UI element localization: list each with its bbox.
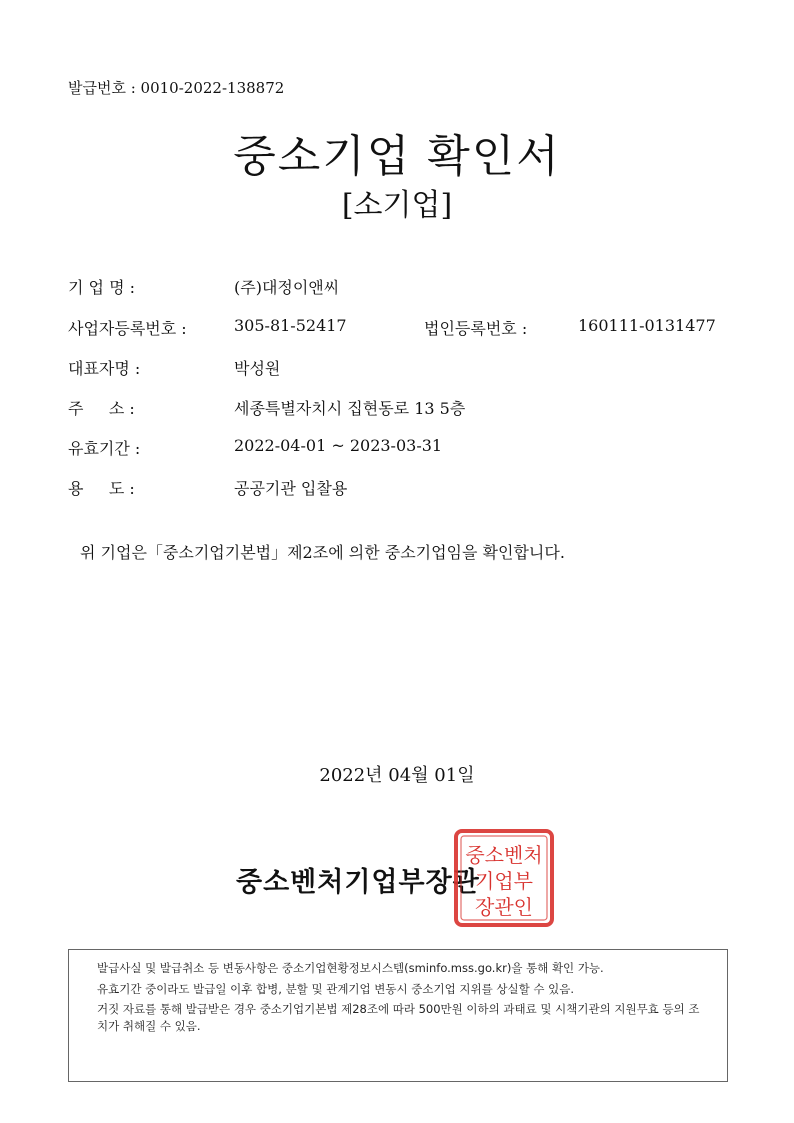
field-registration-numbers bbox=[68, 316, 728, 339]
validity-value: 2022-04-01 ~ 2023-03-31 bbox=[234, 436, 443, 455]
seal-line-1: 중소벤처 bbox=[465, 843, 543, 867]
issue-number: 발급번호 : 0010-2022-138872 bbox=[68, 79, 285, 97]
issuer-name: 중소벤처기업부장관 bbox=[236, 867, 480, 898]
seal-line-2: 기업부 bbox=[475, 869, 533, 893]
notice-box bbox=[68, 949, 728, 1082]
address-value: 세종특별자치시 집현동로 13 5층 bbox=[234, 399, 466, 418]
address-label: 주 소 : bbox=[68, 399, 135, 418]
field-company-name bbox=[68, 275, 340, 298]
representative-value: 박성원 bbox=[234, 359, 281, 378]
company-name-value: (주)대정이앤씨 bbox=[234, 278, 340, 297]
document-title: 중소기업 확인서 bbox=[233, 131, 561, 182]
business-reg-value: 305-81-52417 bbox=[234, 316, 347, 335]
field-validity bbox=[68, 436, 443, 459]
notice-item: 유효기간 중이라도 발급일 이후 합병, 분할 및 관계기업 변동시 중소기업 지위를 상실할 수 있음. bbox=[97, 981, 574, 996]
document-subtitle: [소기업] bbox=[341, 188, 453, 223]
field-purpose bbox=[68, 476, 348, 499]
field-representative bbox=[68, 356, 281, 379]
field-address bbox=[68, 396, 466, 419]
purpose-value: 공공기관 입찰용 bbox=[234, 479, 348, 498]
issue-date: 2022년 04월 01일 bbox=[319, 765, 475, 786]
confirmation-statement: 위 기업은「중소기업기본법」제2조에 의한 중소기업임을 확인합니다. bbox=[80, 543, 565, 562]
notice-item: 거짓 자료를 통해 발급받은 경우 중소기업기본법 제28조에 따라 500만원 이하의 과태료 및 시책기관의 지원무효 등의 조치가 취해질 수 있음. bbox=[97, 1002, 700, 1034]
official-seal-stamp bbox=[453, 828, 555, 928]
purpose-label: 용 도 : bbox=[68, 479, 135, 498]
business-reg-label: 사업자등록번호 : bbox=[68, 319, 187, 338]
company-name-label: 기 업 명 : bbox=[68, 278, 136, 297]
representative-label: 대표자명 : bbox=[68, 359, 141, 378]
corp-reg-label: 법인등록번호 : bbox=[424, 319, 528, 338]
seal-line-3: 장관인 bbox=[475, 895, 533, 919]
validity-label: 유효기간 : bbox=[68, 439, 141, 458]
notice-item: 발급사실 및 발급취소 등 변동사항은 중소기업현황정보시스템(sminfo.mss.go.kr)을 통해 확인 가능. bbox=[97, 961, 604, 975]
corp-reg-value: 160111-0131477 bbox=[578, 316, 716, 335]
